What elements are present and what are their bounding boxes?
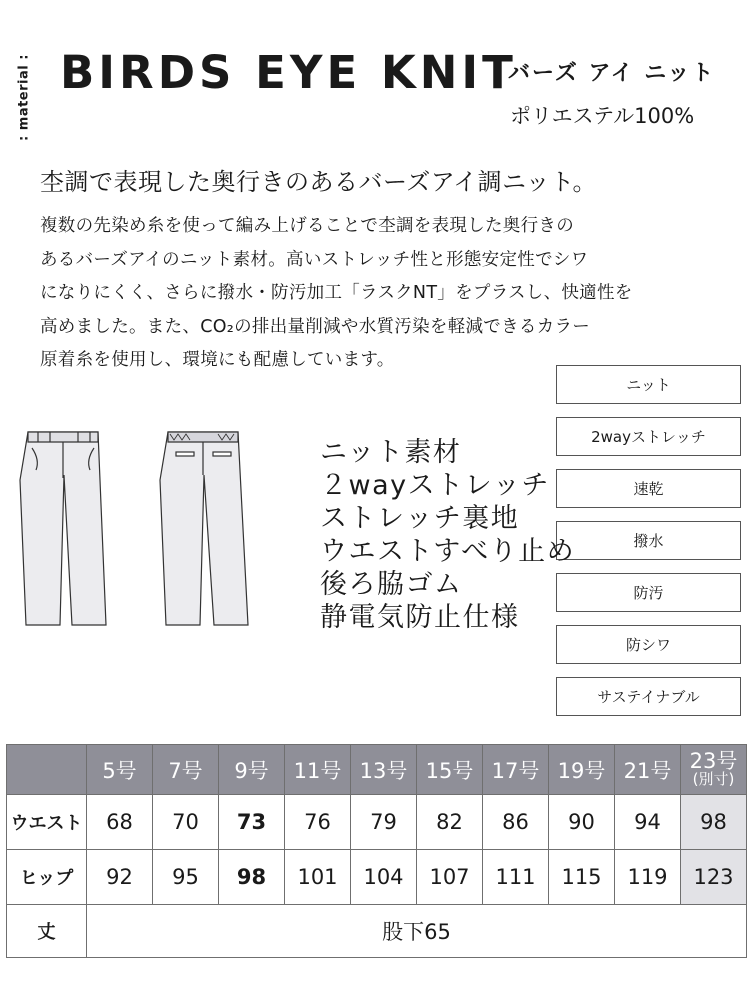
waist-value: 73	[219, 795, 285, 850]
size-header-23: 23号 (別寸)	[681, 745, 747, 795]
waist-label: ウエスト	[7, 795, 87, 850]
waist-value: 76	[285, 795, 351, 850]
size-table	[6, 744, 747, 958]
headline: 杢調で表現した奥行きのあるバーズアイ調ニット。	[40, 168, 598, 196]
hip-value: 107	[417, 850, 483, 905]
hip-value: 115	[549, 850, 615, 905]
feature-list	[320, 436, 575, 634]
hip-label: ヒップ	[7, 850, 87, 905]
waist-value: 98	[681, 795, 747, 850]
hip-value: 119	[615, 850, 681, 905]
tag-wrinkle-resistant: 防シワ	[556, 625, 741, 664]
size-header: 17号	[483, 745, 549, 795]
title-japanese: バーズ アイ ニット	[508, 61, 716, 86]
size-header: 13号	[351, 745, 417, 795]
feature-item: ウエストすべり止め	[320, 536, 576, 567]
size-header: 15号	[417, 745, 483, 795]
hip-value: 111	[483, 850, 549, 905]
tag-water-repellent: 撥水	[556, 521, 741, 560]
waist-value: 79	[351, 795, 417, 850]
size-header: 5号	[87, 745, 153, 795]
size-header: 7号	[153, 745, 219, 795]
waist-value: 94	[615, 795, 681, 850]
side-label: : material :	[16, 54, 32, 141]
description-line: 原着糸を使用し、環境にも配慮しています。	[40, 350, 395, 370]
hip-value: 104	[351, 850, 417, 905]
feature-item: ２wayストレッチ	[320, 470, 550, 501]
hip-value: 95	[153, 850, 219, 905]
tag-quick-dry: 速乾	[556, 469, 741, 508]
pants-back-icon	[160, 432, 248, 625]
feature-item: 後ろ脇ゴム	[320, 569, 463, 600]
hip-value: 92	[87, 850, 153, 905]
tag-knit: ニット	[556, 365, 741, 404]
pants-illustration	[10, 420, 270, 635]
tag-stain-resistant: 防汚	[556, 573, 741, 612]
description-line: あるバーズアイのニット素材。高いストレッチ性と形態安定性でシワ	[40, 249, 589, 270]
feature-item: ニット素材	[320, 437, 462, 468]
waist-value: 82	[417, 795, 483, 850]
size-header: 19号	[549, 745, 615, 795]
size-header: 21号	[615, 745, 681, 795]
tag-sustainable: サステイナブル	[556, 677, 741, 716]
size-header: 11号	[285, 745, 351, 795]
length-value: 股下65	[87, 905, 747, 958]
hip-row	[7, 850, 747, 905]
hip-value: 123	[681, 850, 747, 905]
waist-value: 86	[483, 795, 549, 850]
length-label: 丈	[7, 905, 87, 958]
waist-row	[7, 795, 747, 850]
description-line: 複数の先染め糸を使って編み上げることで杢調を表現した奥行きの	[40, 216, 574, 236]
tag-2way-stretch: 2wayストレッチ	[556, 417, 741, 456]
material-composition: ポリエステル100%	[510, 104, 695, 128]
size-header-row	[7, 745, 747, 795]
hip-value: 98	[219, 850, 285, 905]
pants-front-icon	[20, 432, 106, 625]
size-header: 9号	[219, 745, 285, 795]
title-english: BIRDS EYE KNIT	[60, 46, 517, 99]
waist-value: 90	[549, 795, 615, 850]
feature-tags	[556, 365, 741, 729]
hip-value: 101	[285, 850, 351, 905]
waist-value: 70	[153, 795, 219, 850]
description-line: になりにくく、さらに撥水・防汚加工「ラスクNT」をプラスし、快適性を	[40, 283, 633, 303]
description	[40, 210, 700, 378]
feature-item: ストレッチ裏地	[320, 503, 520, 534]
waist-value: 68	[87, 795, 153, 850]
description-line: 高めました。また、CO₂の排出量削減や水質汚染を軽減できるカラー	[40, 316, 591, 337]
length-row	[7, 905, 747, 958]
corner-cell	[7, 745, 87, 795]
feature-item: 静電気防止仕様	[320, 602, 520, 633]
